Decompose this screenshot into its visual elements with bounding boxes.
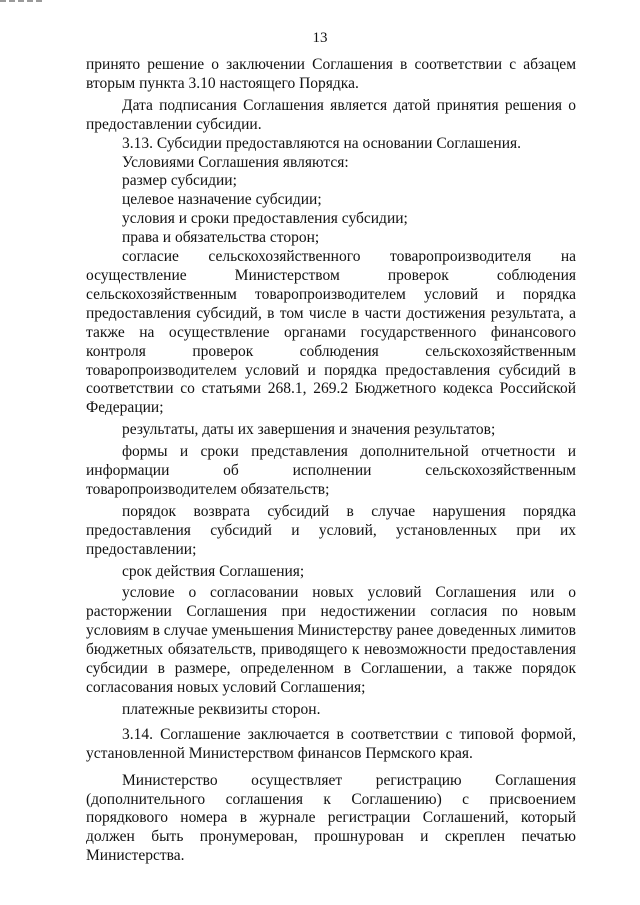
paragraph: Дата подписания Соглашения является датой принятия решения о предоставлении субсидии. xyxy=(86,96,576,133)
page-number: 13 xyxy=(312,30,328,46)
paragraph: согласие сельскохозяйственного товаропроизводителя на осуществление Министерством проверок соблюдения сельскохозяйственным товаропроизводителем условий и порядка предоставления субсидий, в том числе в части достижения результата, а также на осуществление органами государственного финансового контроля проверок соблюдения сельскохозяйственным товаропроизводителем условий и порядка предоставления субсидий в соответствии со статьями 268.1, 269.2 Бюджетного кодекса Российской Федерации; xyxy=(86,248,576,417)
paragraph: права и обязательства сторон; xyxy=(122,229,320,247)
paragraph: 3.13. Субсидии предоставляются на основании Соглашения. xyxy=(122,134,521,152)
document-body xyxy=(86,56,576,866)
scan-edge-mark xyxy=(0,0,42,5)
paragraph: Условиями Соглашения являются: xyxy=(122,153,349,171)
paragraph: условие о согласовании новых условий Соглашения или о расторжении Соглашения при недостижении согласия по новым условиям в случае уменьшения Министерству ранее доведенных лимитов бюджетных обязательств, приводящего к невозможности предоставления субсидии в размере, определенном в Соглашении, а также порядок согласования новых условий Соглашения; xyxy=(86,584,576,696)
paragraph: формы и сроки представления дополнительной отчетности и информации об исполнении сельскохозяйственным товаропроизводителем обязательств; xyxy=(86,443,576,498)
paragraph: Министерство осуществляет регистрацию Соглашения (дополнительного соглашения к Соглашению) с присвоением порядкового номера в журнале регистрации Соглашений, который должен быть пронумерован, прошнурован и скреплен печатью Министерства. xyxy=(86,771,576,865)
paragraph: результаты, даты их завершения и значения результатов; xyxy=(122,421,496,439)
paragraph: размер субсидии; xyxy=(122,172,237,190)
paragraph: срок действия Соглашения; xyxy=(122,562,305,580)
paragraph: порядок возврата субсидий в случае нарушения порядка предоставления субсидий и условий, установленных при их предоставлении; xyxy=(86,502,576,558)
paragraph: принято решение о заключении Соглашения в соответствии с абзацем вторым пункта 3.10 настоящего Порядка. xyxy=(86,56,576,92)
paragraph: 3.14. Соглашение заключается в соответствии с типовой формой, установленной Министерством финансов Пермского края. xyxy=(86,725,576,762)
paragraph: платежные реквизиты сторон. xyxy=(122,700,321,718)
paragraph: условия и сроки предоставления субсидии; xyxy=(122,210,408,228)
paragraph: целевое назначение субсидии; xyxy=(122,191,322,209)
